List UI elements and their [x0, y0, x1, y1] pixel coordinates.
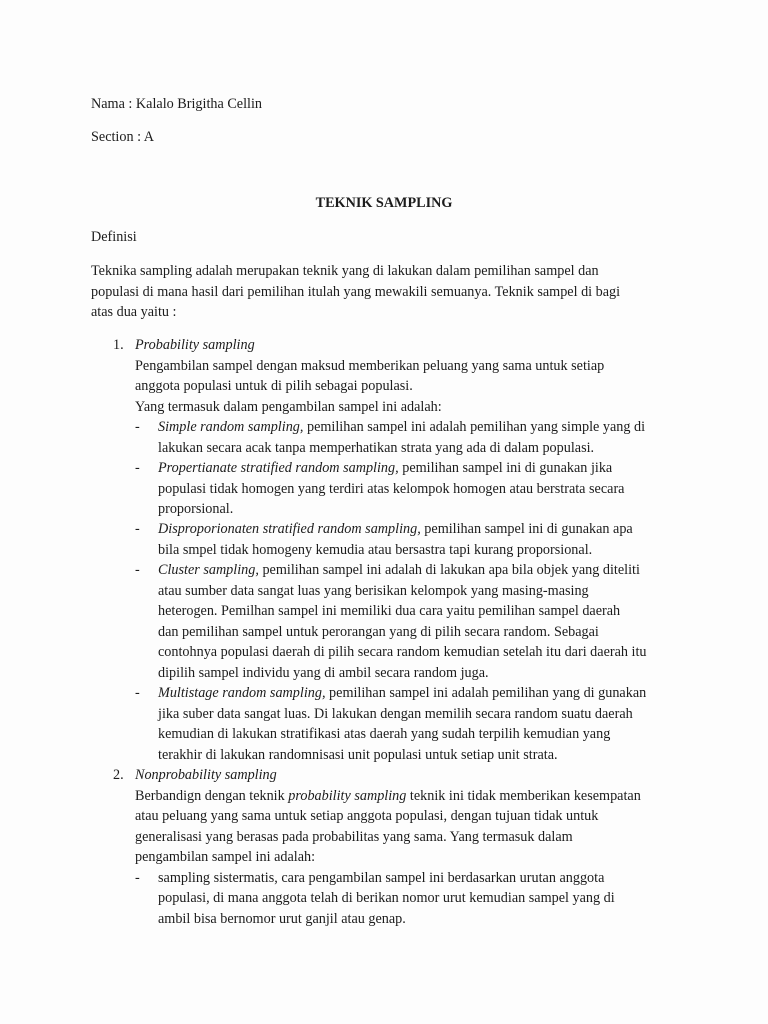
- bullet-dash: -: [135, 562, 140, 578]
- section-desc-line: pengambilan sampel ini adalah:: [135, 849, 316, 865]
- item-line: jika suber data sangat luas. Di lakukan dengan memilih secara random suatu daerah: [158, 706, 633, 722]
- list-item: [158, 519, 633, 540]
- item-text: pemilihan sampel ini di gunakan apa: [420, 521, 633, 537]
- list-item: [158, 458, 612, 479]
- bullet-dash: -: [135, 685, 140, 701]
- section-heading: Probability sampling: [135, 337, 255, 353]
- item-line: bila smpel tidak homogeny kemudia atau bersastra tapi kurang proporsional.: [158, 542, 593, 558]
- bullet-dash: -: [135, 460, 140, 476]
- intro-line: Teknika sampling adalah merupakan teknik yang di lakukan dalam pemilihan sampel dan: [91, 263, 599, 279]
- list-number: 2.: [113, 767, 124, 783]
- section-desc-line: atau peluang yang sama untuk setiap anggota populasi, dengan tujuan tidak untuk: [135, 808, 599, 824]
- item-term: Simple random sampling,: [158, 419, 304, 435]
- item-line: populasi tidak homogen yang terdiri atas kelompok homogen atau berstrata secara: [158, 481, 625, 497]
- item-term: Multistage random sampling,: [158, 685, 326, 701]
- item-line: kemudian di lakukan stratifikasi atas daerah yang sudah terpilih kemudian yang: [158, 726, 611, 742]
- item-line: dan pemilihan sampel untuk perorangan yang di pilih secara random. Sebagai: [158, 624, 599, 640]
- item-text: pemilihan sampel ini di gunakan jika: [398, 460, 613, 476]
- page-title: TEKNIK SAMPLING: [315, 195, 453, 211]
- bullet-dash: -: [135, 870, 140, 886]
- list-item: sampling sistermatis, cara pengambilan sampel ini berdasarkan urutan anggota: [158, 870, 605, 886]
- item-term: Disproporionaten stratified random sampling,: [158, 521, 421, 537]
- intro-line: populasi di mana hasil dari pemilihan itulah yang mewakili semuanya. Teknik sampel di bagi: [91, 284, 621, 300]
- definisi-heading: Definisi: [91, 229, 137, 245]
- section-label: Section : A: [91, 129, 155, 145]
- item-text: pemilihan sampel ini adalah di lakukan apa bila objek yang diteliti: [258, 562, 640, 578]
- item-text: pemilihan sampel ini adalah pemilihan yang di gunakan: [325, 685, 647, 701]
- section-desc-line: Pengambilan sampel dengan maksud memberikan peluang yang sama untuk setiap: [135, 358, 605, 374]
- section-heading: Nonprobability sampling: [135, 767, 277, 783]
- inline-term: probability sampling: [288, 788, 407, 804]
- bullet-dash: -: [135, 419, 140, 435]
- bullet-dash: -: [135, 521, 140, 537]
- list-item: [158, 683, 646, 704]
- student-name: Nama : Kalalo Brigitha Cellin: [91, 96, 262, 112]
- item-line: populasi, di mana anggota telah di berikan nomor urut kemudian sampel yang di: [158, 890, 615, 906]
- section-desc-line: Berbandign dengan teknik probability sampling teknik ini tidak memberikan kesempatan: [135, 788, 641, 804]
- item-text: pemilihan sampel ini adalah pemilihan yang simple yang di: [303, 419, 646, 435]
- item-line: atau sumber data sangat luas yang berisikan kelompok yang masing-masing: [158, 583, 589, 599]
- item-line: lakukan secara acak tanpa memperhatikan strata yang ada di dalam populasi.: [158, 440, 595, 456]
- item-line: proporsional.: [158, 501, 234, 517]
- item-line: contohnya populasi daerah di pilih secara random kemudian setelah itu dari daerah itu: [158, 644, 647, 660]
- intro-line: atas dua yaitu :: [91, 304, 177, 320]
- item-term: Cluster sampling,: [158, 562, 259, 578]
- item-term: Propertianate stratified random sampling,: [158, 460, 399, 476]
- list-number: 1.: [113, 337, 124, 353]
- item-line: dipilih sampel individu yang di ambil secara random juga.: [158, 665, 489, 681]
- item-line: terakhir di lakukan randomnisasi unit populasi untuk setiap unit strata.: [158, 747, 558, 763]
- section-desc-line: anggota populasi untuk di pilih sebagai populasi.: [135, 378, 413, 394]
- section-desc-line: generalisasi yang berasas pada probabilitas yang sama. Yang termasuk dalam: [135, 829, 573, 845]
- item-line: ambil bisa bernomor urut ganjil atau genap.: [158, 911, 406, 927]
- section-desc-line: Yang termasuk dalam pengambilan sampel ini adalah:: [135, 399, 442, 415]
- list-item: [158, 417, 645, 438]
- list-item: [158, 560, 640, 581]
- item-line: heterogen. Pemilhan sampel ini memiliki dua cara yaitu pemilihan sampel daerah: [158, 603, 621, 619]
